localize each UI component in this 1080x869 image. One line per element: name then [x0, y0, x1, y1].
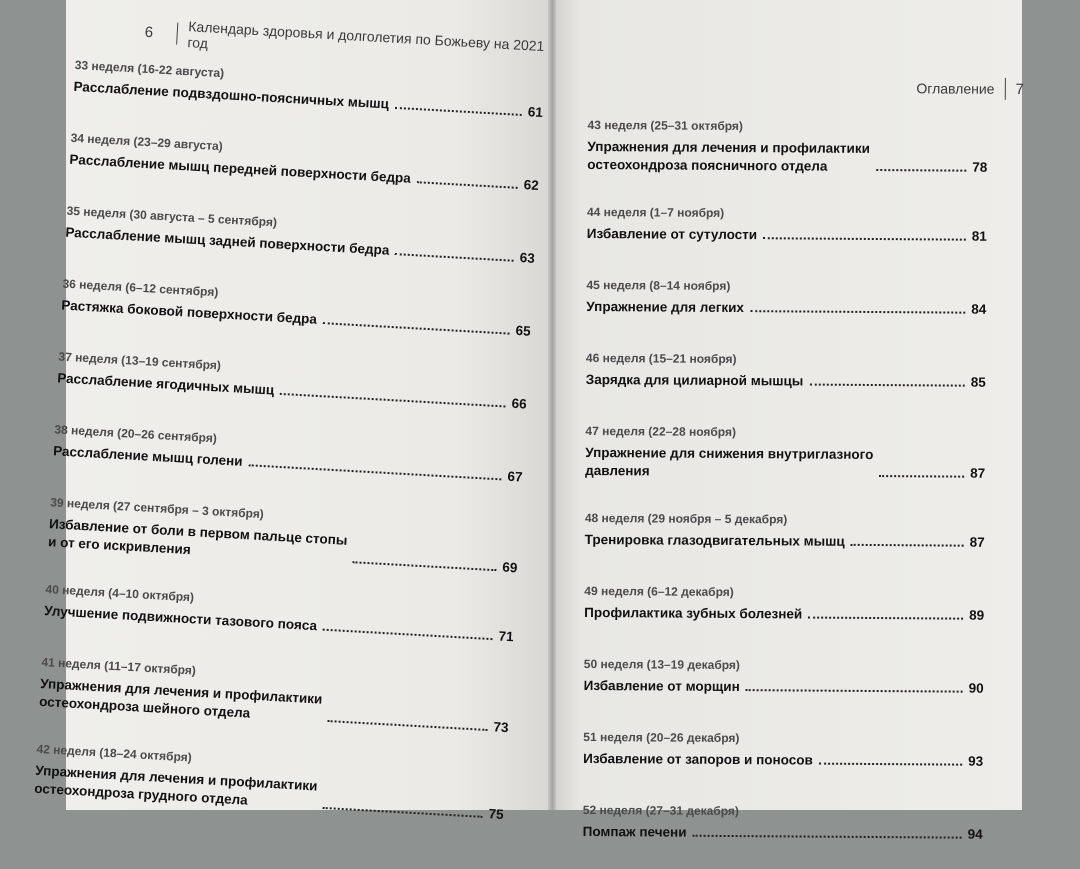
dot-leader	[692, 835, 961, 839]
toc-week-label: 41 неделя (11–17 октября)	[41, 654, 197, 678]
dot-leader	[746, 689, 963, 693]
right-page-header	[588, 66, 1024, 109]
toc-item	[587, 118, 988, 198]
toc-item	[72, 58, 545, 147]
dot-leader	[851, 544, 964, 547]
dot-leader	[248, 464, 501, 480]
dot-leader	[395, 253, 514, 262]
dot-leader	[323, 322, 510, 334]
right-page-content	[582, 66, 1024, 869]
toc-entry-title: Упражнения для лечения и профилактики остеохондроза поясничного отдела	[587, 138, 870, 174]
toc-entry-page-number: 81	[971, 228, 987, 244]
toc-week-label: 37 неделя (13–19 сентября)	[58, 349, 222, 373]
toc-entry-row	[585, 444, 985, 483]
dot-leader	[323, 629, 493, 640]
toc-week-label: 45 неделя (8–14 ноября)	[586, 277, 731, 293]
toc-item	[33, 742, 507, 845]
dot-leader	[879, 475, 964, 478]
toc-entry-page-number: 89	[969, 607, 985, 623]
toc-item	[585, 424, 986, 504]
toc-item	[68, 131, 541, 220]
toc-entry-page-number: 84	[971, 301, 987, 317]
right-page-running-title: Оглавление	[916, 80, 995, 97]
toc-entry-page-number: 75	[488, 806, 505, 823]
header-divider	[1004, 78, 1005, 100]
left-page-content	[33, 8, 548, 845]
toc-entry-row	[586, 371, 986, 392]
left-page-number: 6	[144, 23, 154, 41]
dot-leader	[280, 393, 506, 408]
toc-item	[55, 349, 528, 438]
toc-item	[583, 657, 983, 723]
toc-week-label: 51 неделя (20–26 декабря)	[583, 729, 740, 746]
dot-leader	[416, 181, 517, 189]
toc-week-label: 52 неделя (27–31 декабря)	[582, 802, 739, 819]
toc-item	[586, 278, 986, 344]
toc-entry-title: Избавление от сутулости	[586, 225, 758, 243]
toc-entry-row	[585, 531, 985, 552]
toc-entry-title: Растяжка боковой поверхности бедра	[60, 297, 318, 327]
toc-entry-row	[584, 604, 984, 625]
toc-entry-page-number: 90	[968, 680, 984, 696]
right-page-number: 7	[1015, 80, 1024, 98]
dot-leader	[750, 310, 965, 314]
toc-entry-page-number: 65	[515, 322, 532, 339]
dot-leader	[763, 237, 966, 240]
dot-leader	[352, 562, 496, 572]
toc-entry-page-number: 61	[527, 104, 544, 121]
toc-week-label: 33 неделя (16-22 августа)	[74, 57, 225, 81]
toc-week-label: 38 неделя (20–26 сентября)	[54, 422, 218, 446]
dot-leader	[819, 763, 962, 766]
book-gutter	[548, 0, 556, 810]
toc-entry-page-number: 73	[493, 719, 509, 736]
toc-entry-page-number: 63	[519, 250, 536, 266]
toc-entry-row	[586, 298, 986, 319]
toc-week-label: 35 неделя (30 августа – 5 сентября)	[66, 203, 278, 230]
toc-entry-title: Упражнения для лечения и профилактики остеохондроза грудного отдела	[33, 762, 318, 808]
left-toc-list	[33, 58, 545, 845]
dot-leader	[395, 107, 522, 116]
toc-item	[46, 495, 520, 598]
toc-week-label: 50 неделя (13–19 декабря)	[583, 656, 740, 673]
toc-entry-row	[583, 823, 983, 844]
toc-week-label: 40 неделя (4–10 октября)	[45, 582, 195, 605]
toc-entry-page-number: 87	[969, 534, 985, 550]
dot-leader	[327, 720, 487, 731]
dot-leader	[808, 617, 963, 620]
toc-week-label: 43 неделя (25–31 октября)	[587, 117, 743, 134]
toc-entry-page-number: 87	[970, 465, 986, 482]
toc-entry-title: Упражнение для легких	[586, 298, 744, 316]
toc-entry-title: Расслабление мышц голени	[52, 443, 243, 469]
toc-entry-page-number: 93	[968, 753, 984, 769]
toc-item	[583, 730, 983, 796]
toc-entry-title: Тренировка глазодвигательных мышц	[584, 531, 845, 549]
right-toc-list	[582, 118, 987, 869]
toc-entry-title: Упражнение для снижения внутриглазного давления	[585, 444, 874, 479]
toc-entry-page-number: 66	[511, 395, 528, 412]
toc-entry-title: Расслабление мышц передней поверхности бедра	[69, 151, 412, 186]
toc-item	[584, 511, 984, 577]
toc-week-label: 49 неделя (6–12 декабря)	[584, 583, 734, 600]
toc-week-label: 44 неделя (1–7 ноября)	[586, 204, 725, 220]
toc-entry-page-number: 69	[501, 559, 518, 576]
toc-week-label: 48 неделя (29 ноября – 5 декабря)	[584, 510, 788, 527]
toc-item	[586, 351, 986, 417]
toc-week-label: 46 неделя (15–21 ноября)	[585, 350, 737, 367]
toc-entry-page-number: 85	[970, 374, 986, 390]
toc-entry-page-number: 62	[523, 177, 540, 193]
toc-entry-row	[584, 677, 984, 698]
toc-entry-title: Профилактика зубных болезней	[584, 604, 803, 622]
toc-entry-title: Расслабление ягодичных мышц	[56, 370, 275, 398]
toc-entry-title: Избавление от морщин	[583, 677, 740, 695]
toc-week-label: 34 неделя (23–29 августа)	[70, 130, 224, 154]
toc-entry-title: Расслабление подвздошно-поясничных мышц	[73, 78, 390, 112]
header-divider	[176, 23, 178, 45]
toc-week-label: 42 неделя (18–24 октября)	[36, 741, 193, 765]
toc-entry-row	[587, 225, 987, 246]
toc-entry-title: Избавление от запоров и поносов	[583, 750, 813, 768]
toc-entry-title: Расслабление мышц задней поверхности бедра	[65, 224, 390, 258]
toc-week-label: 47 неделя (22–28 ноября)	[585, 423, 737, 440]
toc-item	[584, 584, 984, 650]
toc-entry-row	[587, 138, 987, 177]
dot-leader	[809, 384, 964, 387]
toc-entry-page-number: 67	[507, 468, 523, 485]
toc-entry-row	[583, 750, 983, 771]
dot-leader	[876, 169, 966, 172]
dot-leader	[322, 807, 482, 818]
toc-entry-page-number: 71	[498, 628, 514, 645]
toc-item	[64, 204, 537, 293]
toc-entry-title: Упражнения для лечения и профилактики остеохондроза шейного отдела	[38, 675, 323, 721]
toc-entry-page-number: 94	[967, 826, 983, 842]
toc-entry-title: Улучшение подвижности тазового пояса	[43, 603, 318, 634]
toc-week-label: 39 неделя (27 сентября – 3 октября)	[49, 495, 265, 522]
toc-item	[59, 277, 532, 366]
toc-item	[42, 582, 515, 671]
toc-item	[51, 422, 524, 511]
toc-week-label: 36 неделя (6–12 сентября)	[62, 276, 219, 300]
toc-item	[38, 655, 512, 758]
toc-entry-page-number: 78	[972, 159, 988, 176]
toc-entry-title: Помпаж печени	[582, 823, 687, 840]
toc-entry-title: Избавление от боли в первом пальце стопы и от его искривления	[47, 516, 348, 558]
toc-entry-title: Зарядка для цилиарной мышцы	[585, 371, 804, 389]
toc-item	[587, 205, 987, 271]
toc-item	[582, 803, 982, 869]
left-page-running-title: Календарь здоровья и долголетия по Божьеву на 2021 год	[187, 18, 545, 55]
